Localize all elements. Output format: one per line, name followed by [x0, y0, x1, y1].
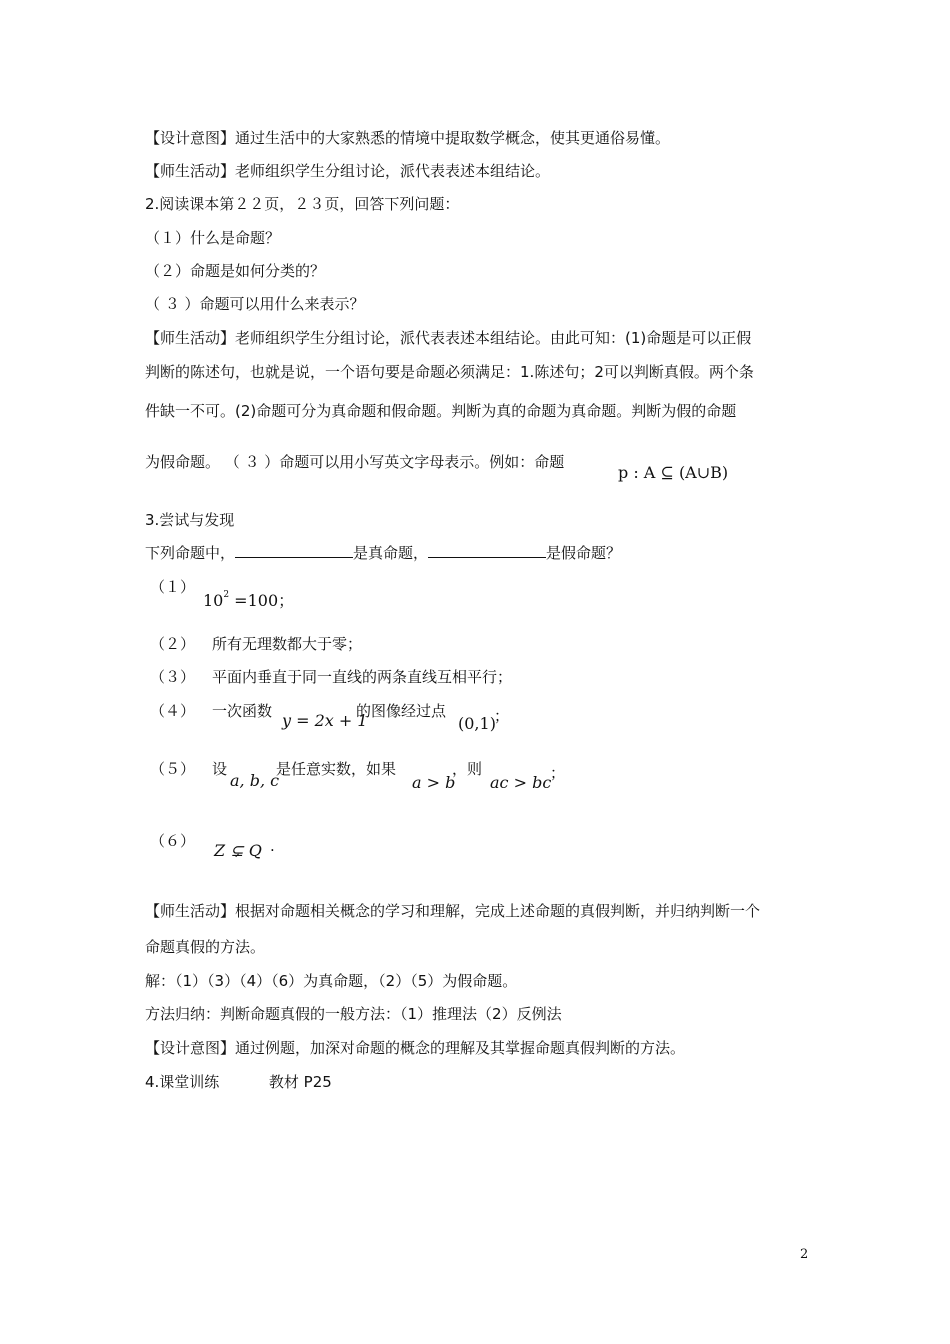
item-3-text: 平面内垂直于同一直线的两条直线互相平行； — [212, 668, 513, 686]
item-5-tail: ； — [550, 764, 566, 782]
item-1-exponent: 2 — [223, 590, 230, 600]
practice-label: 4.课堂训练 — [145, 1073, 220, 1091]
item-6-number: （６） — [150, 832, 196, 850]
item-4-tail: ； — [494, 707, 510, 725]
teacher-activity-2-line-4: 为假命题。 （ ３ ）命题可以用小写英文字母表示。例如：命题 — [145, 453, 565, 471]
item-4-text-2: 的图像经过点 — [356, 702, 447, 720]
fill-blank-prompt — [145, 543, 621, 563]
item-1-formula — [203, 591, 294, 614]
teacher-activity-3-line-2: 命题真假的方法。 — [145, 938, 266, 956]
item-4-text: 一次函数 — [212, 702, 273, 720]
item-5-number: （５） — [150, 760, 196, 778]
method-summary: 方法归纳：判断命题真假的一般方法：（1）推理法（2）反例法 — [145, 1005, 562, 1023]
try-and-discover-heading: 3.尝试与发现 — [145, 511, 235, 529]
prompt-text-c: 是假命题？ — [546, 544, 622, 562]
teacher-activity-2-line-3: 件缺一不可。(2)命题可分为真命题和假命题。判断为真的命题为真命题。判断为假的命题 — [145, 402, 737, 420]
example-formula: p : A ⊆ (A∪B) — [618, 463, 729, 482]
practice-reference: 教材 P25 — [268, 1073, 332, 1091]
item-1-rest: =100 — [229, 591, 279, 610]
item-2-number: （２） — [150, 635, 196, 653]
item-6-formula: Z ⊊ Q — [214, 841, 262, 860]
item-5-text-2: 是任意实数，如果 — [276, 760, 397, 778]
item-5-text: 设 — [212, 760, 228, 778]
question-2: （２）命题是如何分类的？ — [145, 262, 326, 280]
item-1-base: 10 — [203, 591, 224, 610]
teacher-activity-2-line-1: 【师生活动】老师组织学生分组讨论，派代表表述本组结论。由此可知：(1)命题是可以正假 — [145, 329, 752, 347]
solution-line: 解：（1）（3）（4）（6）为真命题，（2）（5）为假命题。 — [145, 972, 518, 990]
teacher-activity-2-line-2: 判断的陈述句，也就是说，一个语句要是命题必须满足：1.陈述句；2可以判断真假。两个条 — [145, 363, 754, 381]
item-5-conclusion: ac > bc — [490, 773, 552, 792]
teacher-activity-paragraph-1: 【师生活动】老师组织学生分组讨论，派代表表述本组结论。 — [145, 162, 551, 180]
item-5-condition: a > b — [412, 773, 456, 792]
page-number: 2 — [800, 1247, 809, 1262]
item-5-vars: a, b, c — [230, 771, 280, 790]
item-4-number: （４） — [150, 702, 196, 720]
question-3: （ ３ ）命题可以用什么来表示？ — [145, 295, 365, 313]
question-1: （１）什么是命题？ — [145, 229, 281, 247]
item-4-point: (0,1) — [458, 714, 496, 733]
design-intent-paragraph-1: 【设计意图】通过生活中的大家熟悉的情境中提取数学概念，使其更通俗易懂。 — [145, 129, 671, 147]
item-4-formula: y = 2x + 1 — [282, 711, 368, 730]
teacher-activity-3-line-1: 【师生活动】根据对命题相关概念的学习和理解，完成上述命题的真假判断，并归纳判断一个 — [145, 902, 761, 920]
reading-task-heading: 2.阅读课本第２２页，２３页，回答下列问题： — [145, 195, 460, 213]
true-propositions-blank[interactable] — [235, 543, 353, 558]
prompt-text-b: 是真命题， — [353, 544, 429, 562]
item-3-number: （３） — [150, 668, 196, 686]
item-1-tail: ； — [278, 591, 295, 610]
false-propositions-blank[interactable] — [428, 543, 546, 558]
practice-heading — [145, 1072, 332, 1092]
item-1-number: （１） — [150, 578, 196, 596]
item-5-text-3: ，则 — [452, 760, 483, 778]
prompt-text-a: 下列命题中， — [145, 544, 236, 562]
item-6-tail: . — [270, 837, 275, 855]
item-2-text: 所有无理数都大于零； — [212, 635, 363, 653]
design-intent-paragraph-2: 【设计意图】通过例题，加深对命题的概念的理解及其掌握命题真假判断的方法。 — [145, 1039, 686, 1057]
